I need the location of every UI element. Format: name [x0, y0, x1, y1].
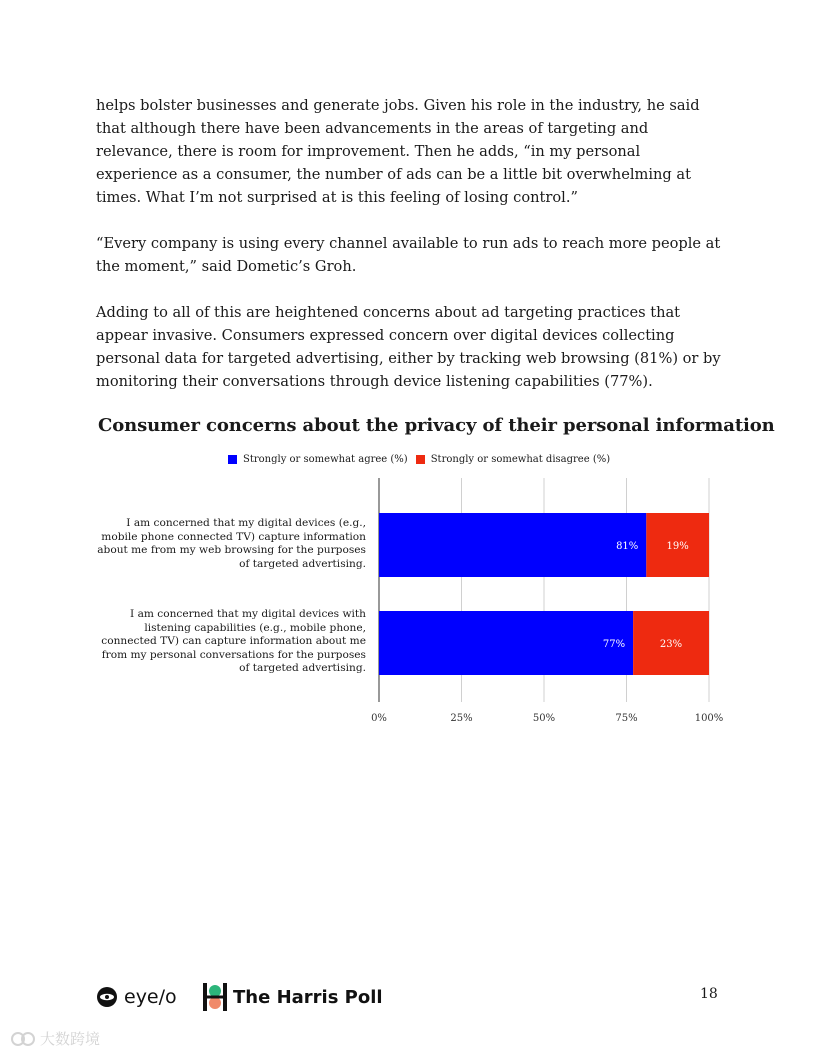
category-label-listening: I am concerned that my digital devices with listening capabilities (e.g., mobile phone, connected TV) can capture information about me from my personal conversations for the purposes of targeted advertising.	[101, 608, 366, 674]
chart-title: Consumer concerns about the privacy of their personal information	[98, 415, 775, 436]
body-paragraph-1: helps bolster businesses and generate jobs. Given his role in the industry, he said that although there have been advancements in the areas of targeting and relevance, there is room for improvement. Then he adds, “in my personal experience as a consumer, the number of ads can be a little bit overwhelming at times. What I’m not surprised at is this feeling of losing control.”	[96, 97, 700, 206]
harris-poll-logo	[203, 983, 383, 1011]
watermark	[10, 1028, 100, 1049]
category-label-web-browsing: I am concerned that my digital devices (e.g., mobile phone connected TV) capture information about me from my web browsing for the purposes of targeted advertising.	[97, 517, 366, 570]
data-label: 19%	[666, 541, 689, 552]
x-tick-label: 0%	[371, 713, 387, 724]
bar-agree	[379, 513, 646, 577]
page-number: 18	[700, 986, 718, 1002]
eyeo-logo	[96, 986, 177, 1008]
harris-poll-logo-text: The Harris Poll	[233, 986, 383, 1008]
x-tick-label: 100%	[694, 713, 724, 724]
x-tick-label: 50%	[532, 713, 556, 724]
body-paragraph-3: Adding to all of this are heightened concerns about ad targeting practices that appear invasive. Consumers expressed concern over digital devices collecting personal data for targeted advertising, either by tracking web browsing (81%) or by monitoring their conversations through device listening capabilities (77%).	[96, 304, 721, 390]
body-paragraph-2: “Every company is using every channel available to run ads to reach more people at the moment,” said Dometic’s Groh.	[96, 235, 721, 275]
legend-label-agree: Strongly or somewhat agree (%)	[243, 454, 408, 465]
data-label: 81%	[616, 541, 639, 552]
bar-agree	[379, 611, 633, 675]
x-tick-label: 25%	[450, 713, 473, 724]
data-label: 23%	[659, 639, 683, 650]
watermark-text: 大数跨境	[40, 1030, 101, 1048]
eyeo-logo-text: eye/o	[124, 986, 177, 1008]
data-label: 77%	[602, 639, 626, 650]
eye-icon	[96, 986, 118, 1008]
x-tick-label: 75%	[615, 713, 638, 724]
watermark-logo-icon	[10, 1030, 36, 1048]
harris-poll-mark-icon	[203, 983, 227, 1011]
legend-label-disagree: Strongly or somewhat disagree (%)	[430, 454, 611, 465]
